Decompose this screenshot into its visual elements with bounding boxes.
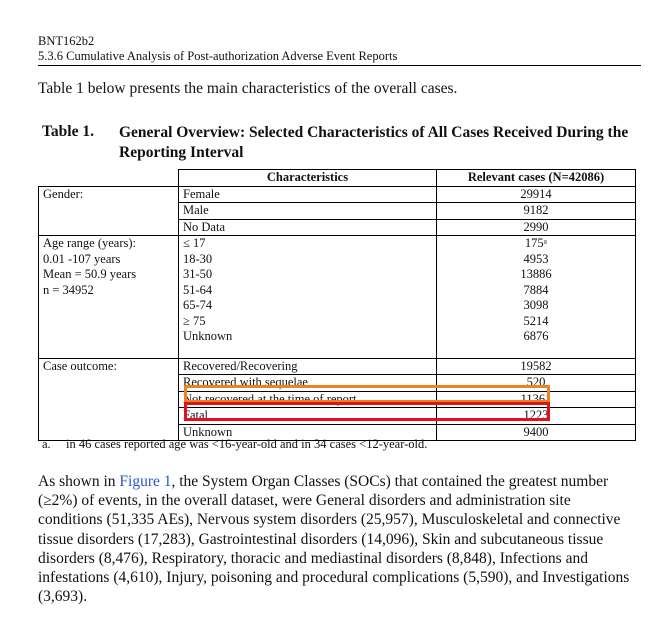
row-name: 65-74 xyxy=(183,298,213,312)
footnote-text: in 46 cases reported age was <16-year-old and in 34 cases <12-year-old. xyxy=(66,437,428,451)
row-value: 13886 xyxy=(520,267,552,281)
table-number: Table 1. xyxy=(42,123,94,140)
age-label-line: n = 34952 xyxy=(43,282,94,297)
paragraph-rest: , the System Organ Classes (SOCs) that contained the greatest number (≥2%) of events, in the overall dataset, were General disorders and administration site conditions (51,335 AEs), Nervous system disorders (25,957), Musculoskeletal and connective tissue disorders (17,283), Gastrointestinal disorders (14,096), Skin and subcutaneous tissue disorders (8,476), Respiratory, thoracic and mediastinal disorders (8,848), Infections and infestations (4,610), Injury, poisoning and procedural complications (5,590), and Investigations (3,693). xyxy=(38,473,630,606)
section-heading: 5.3.6 Cumulative Analysis of Post-authorization Adverse Event Reports xyxy=(38,49,398,63)
row-name: Recovered/Recovering xyxy=(179,358,437,375)
figure-link[interactable]: Figure 1 xyxy=(119,473,172,490)
col-header-characteristics: Characteristics xyxy=(179,170,437,187)
gender-label: Gender: xyxy=(39,186,179,236)
row-name: ≤ 17 xyxy=(183,236,206,250)
row-name: Recovered with sequelae xyxy=(179,375,437,392)
row-name: Unknown xyxy=(183,329,233,343)
row-name: Not recovered at the time of report xyxy=(179,391,437,408)
age-label-line: 0.01 -107 years xyxy=(43,251,121,266)
row-name: No Data xyxy=(179,219,437,236)
table-title: General Overview: Selected Characteristics of All Cases Received During the Reporting Interval xyxy=(119,124,629,161)
row-name: Female xyxy=(179,186,437,203)
header-divider xyxy=(38,65,641,66)
table-row xyxy=(39,358,636,375)
footnote-label: a. xyxy=(42,437,51,451)
footnote xyxy=(42,437,427,452)
age-label-line: Mean = 50.9 years xyxy=(43,267,137,281)
row-value: 29914 xyxy=(437,186,636,203)
table-row xyxy=(39,236,636,359)
row-value: 6876 xyxy=(523,329,549,343)
row-value: 5214 xyxy=(523,313,549,328)
table-header-row xyxy=(39,170,636,187)
orange-highlight-box xyxy=(184,385,550,403)
table-row xyxy=(39,186,636,203)
col-header-cases: Relevant cases (N=42086) xyxy=(437,170,636,187)
row-value: 9182 xyxy=(437,203,636,220)
age-label xyxy=(39,236,179,359)
intro-text: Table 1 below presents the main characteristics of the overall cases. xyxy=(38,80,458,97)
row-name: ≥ 75 xyxy=(183,313,206,328)
row-value: 1223 xyxy=(437,408,636,425)
row-value: 7884 xyxy=(523,282,549,297)
row-name: 31-50 xyxy=(183,267,213,281)
row-value: 9400 xyxy=(437,424,636,441)
outcome-label: Case outcome: xyxy=(39,358,179,441)
row-value: 19582 xyxy=(437,358,636,375)
red-highlight-box xyxy=(184,402,550,421)
row-name: Male xyxy=(179,203,437,220)
row-value: 175ᵃ xyxy=(524,236,548,250)
paragraph-lead: As shown in xyxy=(38,473,120,490)
row-name: 51-64 xyxy=(183,282,213,297)
row-value: 4953 xyxy=(523,251,549,266)
row-name: 18-30 xyxy=(183,251,213,266)
row-value: 11361 xyxy=(437,391,636,408)
body-paragraph xyxy=(38,472,638,606)
row-value: 3098 xyxy=(523,298,549,312)
row-name: Fatal xyxy=(179,408,437,425)
age-label-line: Age range (years): xyxy=(43,236,137,250)
document-code: BNT162b2 xyxy=(38,34,95,48)
row-value: 520 xyxy=(437,375,636,392)
row-value: 2990 xyxy=(437,219,636,236)
row-name: Unknown xyxy=(179,424,437,441)
